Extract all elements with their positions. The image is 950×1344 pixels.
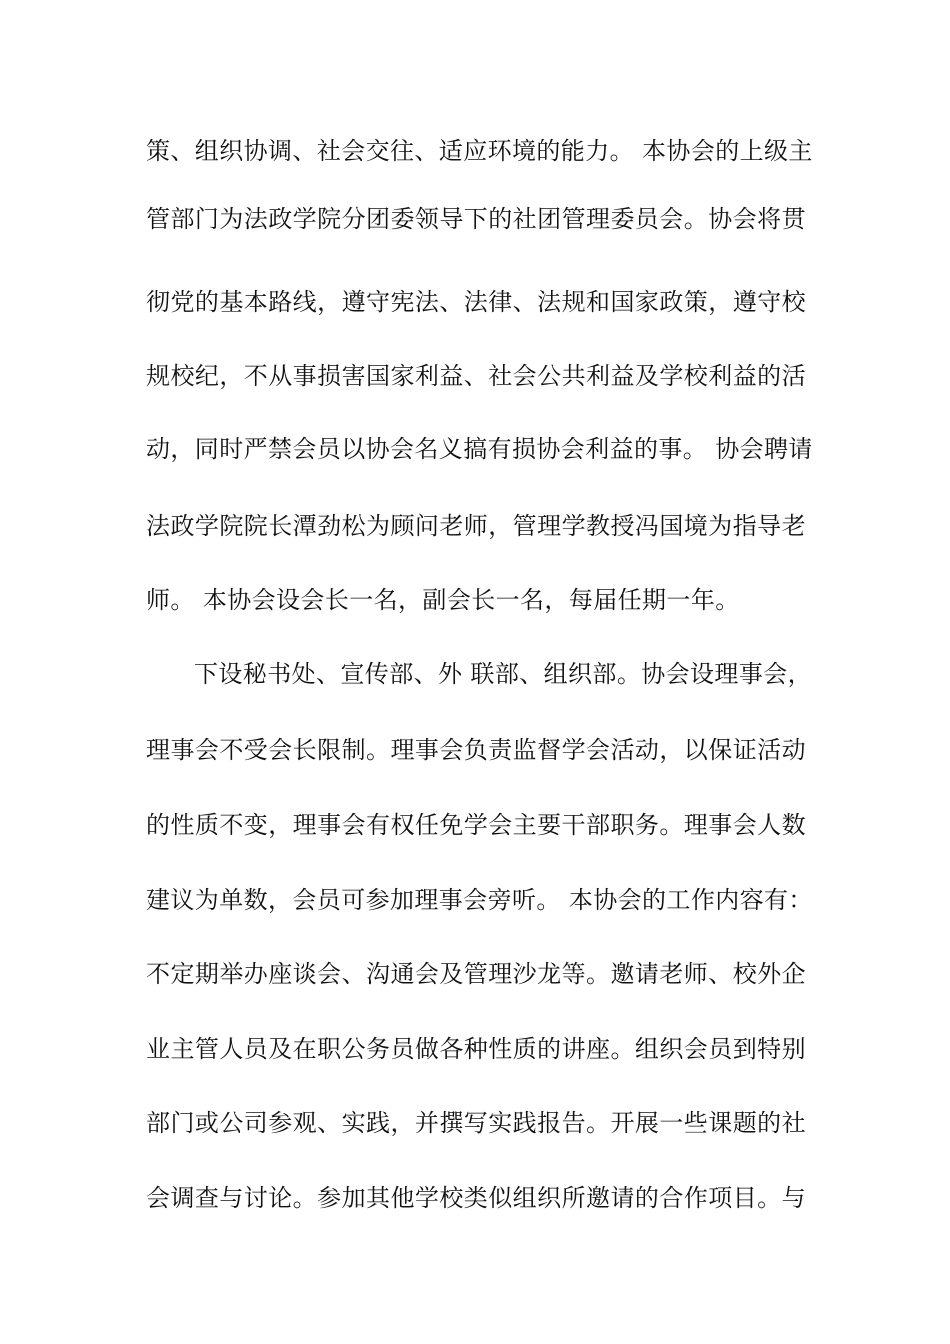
text-line-3: 彻党的基本路线，遵守宪法、法律、法规和国家政策，遵守校 [146,288,806,316]
text-line-5: 动，同时严禁会员以协会名义搞有损协会利益的事。 协会聘请 [146,435,813,463]
text-line-6: 法政学院院长潭劲松为顾问老师，管理学教授冯国境为指导老 [146,512,806,540]
text-line-9: 理事会不受会长限制。理事会负责监督学会活动，以保证活动 [146,736,806,764]
text-line-15: 会调查与讨论。参加其他学校类似组织所邀请的合作项目。与 [146,1184,806,1212]
text-line-14: 部门或公司参观、实践，并撰写实践报告。开展一些课题的社 [146,1109,806,1137]
text-line-12: 不定期举办座谈会、沟通会及管理沙龙等。邀请老师、校外企 [146,960,806,988]
text-line-2: 管部门为法政学院分团委领导下的社团管理委员会。协会将贯 [146,205,806,233]
text-line-11: 建议为单数，会员可参加理事会旁听。 本协会的工作内容有： [146,886,813,914]
text-line-13: 业主管人员及在职公务员做各种性质的讲座。组织会员到特别 [146,1035,806,1063]
text-line-4: 规校纪，不从事损害国家利益、社会公共利益及学校利益的活 [146,362,806,390]
text-line-8: 下设秘书处、宣传部、外 联部、组织部。协会设理事会， [194,660,813,688]
text-line-10: 的性质不变，理事会有权任免学会主要干部职务。理事会人数 [146,811,806,839]
text-line-1: 策、组织协调、社会交往、适应环境的能力。 本协会的上级主 [146,137,813,165]
text-line-7: 师。 本协会设会长一名，副会长一名，每届任期一年。 [146,586,740,614]
